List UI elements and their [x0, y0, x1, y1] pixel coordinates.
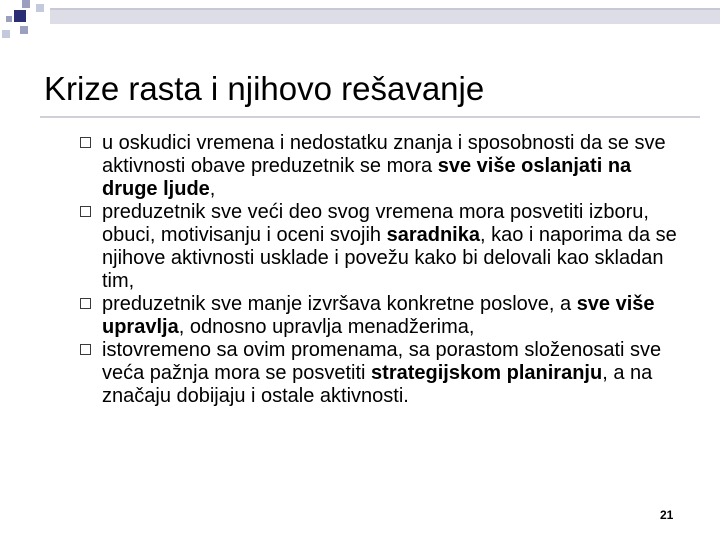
bullet-emphasis: sve više upravlja — [102, 293, 655, 338]
bullet-text: , — [209, 178, 216, 200]
header-decoration — [0, 0, 720, 60]
bullet-emphasis: saradnika — [386, 224, 480, 246]
title-divider — [40, 116, 700, 118]
bullet-emphasis: sve više oslanjati na druge ljude — [102, 155, 632, 200]
checkbox-bullet-icon — [80, 344, 91, 355]
bullet-item — [80, 132, 690, 201]
bullet-item — [80, 293, 690, 339]
page-number: 21 — [660, 508, 674, 522]
bullet-text: , odnosno upravlja menadžerima, — [178, 316, 475, 338]
bullet-text: istovremeno sa ovim promenama, sa porastom složenosati sve veća pažnja mora se posvetiti — [102, 339, 662, 384]
bullet-text: preduzetnik sve manje izvršava konkretne poslove, a — [102, 293, 577, 315]
slide-title: Krize rasta i njihovo rešavanje — [44, 70, 485, 107]
checkbox-bullet-icon — [80, 298, 91, 309]
bullet-text: preduzetnik sve veći deo svog vremena mora posvetiti izboru, obuci, motivisanju i oceni svojih — [102, 201, 649, 246]
checkbox-bullet-icon — [80, 206, 91, 217]
bullet-text: , a na značaju dobijaju i ostale aktivnosti. — [102, 362, 653, 407]
bullet-emphasis: strategijskom planiranju — [371, 362, 603, 384]
bullet-list — [80, 132, 690, 408]
bullet-item — [80, 201, 690, 293]
checkbox-bullet-icon — [80, 137, 91, 148]
bullet-text: u oskudici vremena i nedostatku znanja i sposobnosti da se sve aktivnosti obave preduzetnik se mora — [102, 132, 666, 177]
bullet-text: , kao i naporima da se njihove aktivnosti usklade i povežu kako bi delovali kao skladan tim, — [102, 224, 677, 292]
bullet-item — [80, 339, 690, 408]
